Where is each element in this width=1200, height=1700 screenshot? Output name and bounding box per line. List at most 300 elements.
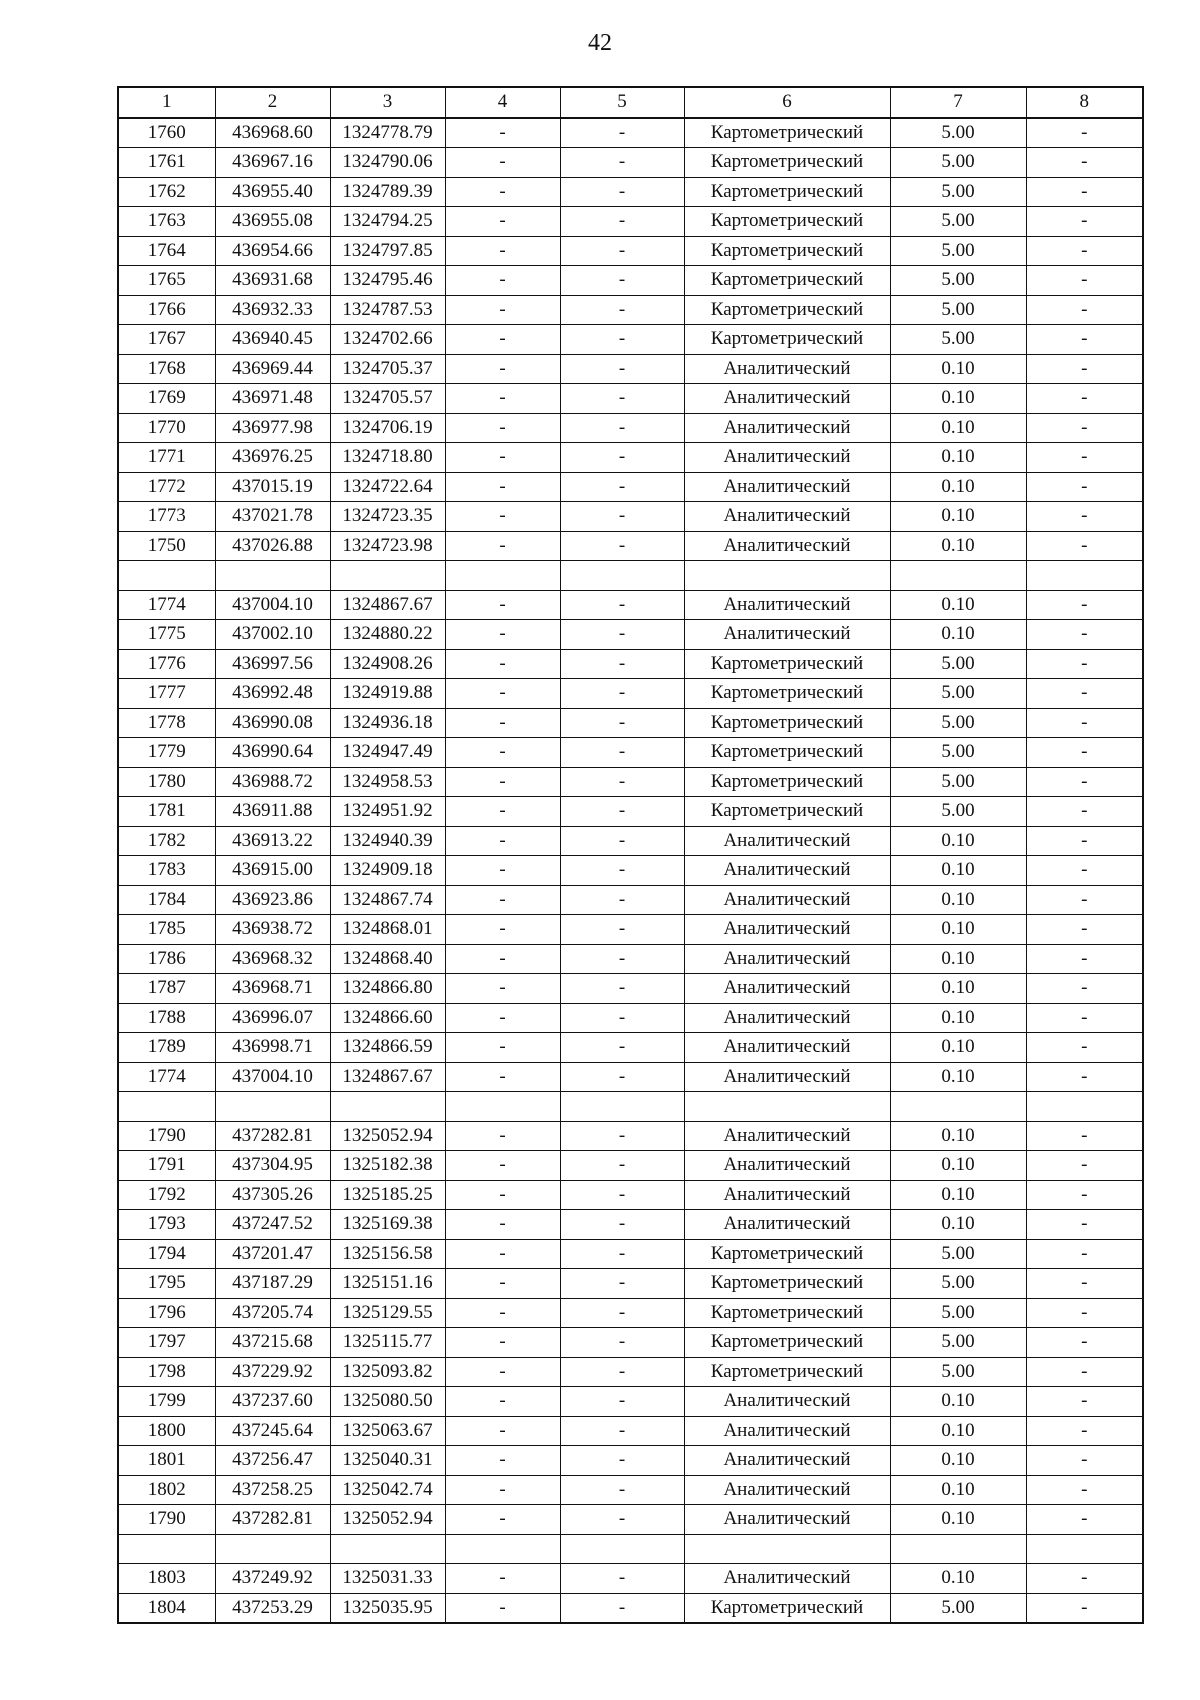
table-cell: -	[445, 236, 560, 266]
table-cell: 1776	[118, 649, 215, 679]
table-cell: 5.00	[890, 1328, 1026, 1358]
table-cell: 1790	[118, 1121, 215, 1151]
table-cell: 5.00	[890, 177, 1026, 207]
table-cell: 436938.72	[215, 915, 330, 945]
table-cell: -	[1026, 443, 1143, 473]
table-cell: 436968.60	[215, 118, 330, 148]
table-cell: 1793	[118, 1210, 215, 1240]
table-cell: 0.10	[890, 856, 1026, 886]
column-header-2: 2	[215, 87, 330, 118]
table-cell: -	[445, 354, 560, 384]
table-cell: 1768	[118, 354, 215, 384]
table-cell: 437304.95	[215, 1151, 330, 1181]
table-row	[118, 1062, 1143, 1092]
table-cell: 436967.16	[215, 148, 330, 178]
table-cell: -	[445, 944, 560, 974]
table-cell: -	[1026, 974, 1143, 1004]
table-cell: -	[1026, 1151, 1143, 1181]
table-cell: 1324867.67	[330, 1062, 445, 1092]
table-cell: -	[560, 1505, 684, 1535]
table-row	[118, 236, 1143, 266]
coordinates-table	[117, 86, 1144, 1624]
table-cell: -	[445, 1151, 560, 1181]
table-cell: 436990.08	[215, 708, 330, 738]
table-cell: -	[560, 708, 684, 738]
table-cell: 1325031.33	[330, 1564, 445, 1594]
table-cell: -	[560, 1062, 684, 1092]
table-cell: 436988.72	[215, 767, 330, 797]
table-cell: -	[1026, 620, 1143, 650]
table-cell: 1774	[118, 590, 215, 620]
table-cell: -	[560, 1121, 684, 1151]
table-cell: 1325042.74	[330, 1475, 445, 1505]
table-cell: -	[445, 1593, 560, 1623]
table-cell: 436913.22	[215, 826, 330, 856]
table-cell: 0.10	[890, 1475, 1026, 1505]
table-cell: Аналитический	[684, 1387, 890, 1417]
column-header-8: 8	[1026, 87, 1143, 118]
table-cell: -	[560, 177, 684, 207]
table-cell: -	[445, 295, 560, 325]
table-cell: 1784	[118, 885, 215, 915]
table-cell	[1026, 1092, 1143, 1122]
table-cell: 1785	[118, 915, 215, 945]
table-cell: 0.10	[890, 1151, 1026, 1181]
table-cell: 1324705.57	[330, 384, 445, 414]
table-cell: -	[560, 826, 684, 856]
table-cell: 1324866.60	[330, 1003, 445, 1033]
table-cell: Картометрический	[684, 118, 890, 148]
table-row	[118, 1298, 1143, 1328]
table-cell: 5.00	[890, 738, 1026, 768]
table-cell: 5.00	[890, 1593, 1026, 1623]
table-cell: -	[560, 384, 684, 414]
table-cell: Картометрический	[684, 207, 890, 237]
table-cell: 437249.92	[215, 1564, 330, 1594]
table-cell: Картометрический	[684, 295, 890, 325]
table-row	[118, 767, 1143, 797]
table-cell: 1760	[118, 118, 215, 148]
table-cell: 436997.56	[215, 649, 330, 679]
column-header-5: 5	[560, 87, 684, 118]
table-cell: 436955.08	[215, 207, 330, 237]
table-cell: 437201.47	[215, 1239, 330, 1269]
table-cell: -	[1026, 1269, 1143, 1299]
table-cell: -	[445, 502, 560, 532]
table-cell: -	[1026, 531, 1143, 561]
table-cell: Картометрический	[684, 649, 890, 679]
table-cell: 1783	[118, 856, 215, 886]
table-cell: -	[445, 1387, 560, 1417]
table-cell: Аналитический	[684, 413, 890, 443]
table-cell: -	[445, 974, 560, 1004]
table-cell: 1324919.88	[330, 679, 445, 709]
table-row	[118, 974, 1143, 1004]
table-cell	[1026, 561, 1143, 591]
table-cell	[215, 1092, 330, 1122]
table-cell: 1324723.98	[330, 531, 445, 561]
table-cell: 437002.10	[215, 620, 330, 650]
table-cell: -	[1026, 708, 1143, 738]
table-cell: 1774	[118, 1062, 215, 1092]
table-cell: -	[1026, 1210, 1143, 1240]
table-cell: Картометрический	[684, 1298, 890, 1328]
table-cell: 1324718.80	[330, 443, 445, 473]
table-header-row	[118, 87, 1143, 118]
table-cell: -	[445, 472, 560, 502]
table-cell: -	[560, 1298, 684, 1328]
table-cell: 1767	[118, 325, 215, 355]
table-body	[118, 118, 1143, 1624]
table-cell: -	[1026, 738, 1143, 768]
table-cell: -	[1026, 148, 1143, 178]
table-cell: 1769	[118, 384, 215, 414]
table-cell: Картометрический	[684, 1328, 890, 1358]
table-cell: -	[1026, 1180, 1143, 1210]
table-cell: 436968.32	[215, 944, 330, 974]
table-cell: Аналитический	[684, 590, 890, 620]
table-cell: Аналитический	[684, 1062, 890, 1092]
table-cell: Аналитический	[684, 1475, 890, 1505]
table-cell: -	[560, 649, 684, 679]
table-cell: -	[560, 1151, 684, 1181]
table-cell: 437004.10	[215, 590, 330, 620]
table-cell: -	[445, 207, 560, 237]
table-row	[118, 118, 1143, 148]
table-row	[118, 708, 1143, 738]
column-header-1: 1	[118, 87, 215, 118]
table-cell: -	[1026, 1357, 1143, 1387]
table-cell: -	[560, 1239, 684, 1269]
table-cell: -	[560, 148, 684, 178]
table-cell: -	[560, 472, 684, 502]
table-cell: 1788	[118, 1003, 215, 1033]
table-cell: 5.00	[890, 118, 1026, 148]
table-cell: 1803	[118, 1564, 215, 1594]
table-cell: -	[445, 266, 560, 296]
table-cell: Аналитический	[684, 1564, 890, 1594]
table-cell: 0.10	[890, 443, 1026, 473]
table-cell: -	[560, 797, 684, 827]
table-cell: -	[445, 443, 560, 473]
table-cell: -	[560, 767, 684, 797]
table-cell: 1325080.50	[330, 1387, 445, 1417]
table-cell: 0.10	[890, 531, 1026, 561]
table-cell: -	[445, 1298, 560, 1328]
table-cell: 1325040.31	[330, 1446, 445, 1476]
table-cell: Аналитический	[684, 354, 890, 384]
table-cell: -	[445, 738, 560, 768]
table-row	[118, 502, 1143, 532]
table-cell: 437256.47	[215, 1446, 330, 1476]
table-cell: 436931.68	[215, 266, 330, 296]
table-cell: 5.00	[890, 207, 1026, 237]
table-cell: Аналитический	[684, 915, 890, 945]
table-cell: -	[1026, 1387, 1143, 1417]
table-cell: 1789	[118, 1033, 215, 1063]
table-cell	[684, 561, 890, 591]
table-row	[118, 1269, 1143, 1299]
table-cell: -	[560, 1357, 684, 1387]
table-cell: -	[445, 856, 560, 886]
table-cell: Аналитический	[684, 885, 890, 915]
table-cell: 0.10	[890, 384, 1026, 414]
table-row	[118, 738, 1143, 768]
table-cell: Картометрический	[684, 177, 890, 207]
table-cell: -	[560, 1033, 684, 1063]
table-row	[118, 1416, 1143, 1446]
table-cell: -	[1026, 885, 1143, 915]
table-cell: 437282.81	[215, 1505, 330, 1535]
table-cell: 0.10	[890, 915, 1026, 945]
table-cell: Аналитический	[684, 384, 890, 414]
table-cell: Картометрический	[684, 767, 890, 797]
table-cell: -	[1026, 679, 1143, 709]
table-cell: 1765	[118, 266, 215, 296]
table-cell: -	[1026, 1593, 1143, 1623]
table-cell: -	[445, 531, 560, 561]
table-cell: 1777	[118, 679, 215, 709]
table-row	[118, 1446, 1143, 1476]
table-cell: 1804	[118, 1593, 215, 1623]
table-row	[118, 679, 1143, 709]
table-cell: -	[445, 826, 560, 856]
table-cell: 1766	[118, 295, 215, 325]
table-cell: Картометрический	[684, 679, 890, 709]
table-cell: -	[560, 118, 684, 148]
table-cell: -	[1026, 1298, 1143, 1328]
table-cell: -	[445, 1239, 560, 1269]
table-cell: Картометрический	[684, 1593, 890, 1623]
table-cell: -	[1026, 1121, 1143, 1151]
table-cell: 1782	[118, 826, 215, 856]
table-row	[118, 325, 1143, 355]
table-cell: -	[560, 295, 684, 325]
table-cell: -	[445, 885, 560, 915]
table-cell	[890, 1092, 1026, 1122]
table-cell: 5.00	[890, 266, 1026, 296]
table-cell: -	[445, 177, 560, 207]
table-cell: -	[445, 1269, 560, 1299]
table-cell: 1324951.92	[330, 797, 445, 827]
table-cell: 1324866.80	[330, 974, 445, 1004]
table-cell: 436977.98	[215, 413, 330, 443]
table-cell: 1324909.18	[330, 856, 445, 886]
table-cell: 5.00	[890, 797, 1026, 827]
table-cell: 436932.33	[215, 295, 330, 325]
table-cell: 437229.92	[215, 1357, 330, 1387]
table-cell: 1796	[118, 1298, 215, 1328]
table-cell	[330, 1092, 445, 1122]
table-cell: -	[560, 531, 684, 561]
table-cell: 436911.88	[215, 797, 330, 827]
table-cell	[1026, 1534, 1143, 1564]
table-cell: -	[445, 679, 560, 709]
table-cell: -	[445, 1121, 560, 1151]
table-cell: 1325115.77	[330, 1328, 445, 1358]
table-cell: 1799	[118, 1387, 215, 1417]
table-cell: Аналитический	[684, 1210, 890, 1240]
table-cell: -	[445, 1180, 560, 1210]
table-cell: Картометрический	[684, 236, 890, 266]
table-cell: 1761	[118, 148, 215, 178]
table-cell: 0.10	[890, 1564, 1026, 1594]
table-cell: 437021.78	[215, 502, 330, 532]
column-header-4: 4	[445, 87, 560, 118]
table-cell: -	[560, 443, 684, 473]
table-cell: -	[560, 1475, 684, 1505]
table-cell: -	[445, 384, 560, 414]
table-cell: 0.10	[890, 590, 1026, 620]
table-cell: -	[445, 915, 560, 945]
table-cell: -	[1026, 1239, 1143, 1269]
table-cell: -	[560, 1003, 684, 1033]
table-cell: 5.00	[890, 1239, 1026, 1269]
table-cell: 436969.44	[215, 354, 330, 384]
table-cell	[684, 1092, 890, 1122]
table-cell: Аналитический	[684, 502, 890, 532]
table-cell: Аналитический	[684, 1003, 890, 1033]
table-cell: -	[1026, 1003, 1143, 1033]
table-cell: 1773	[118, 502, 215, 532]
table-cell: 1324723.35	[330, 502, 445, 532]
table-cell: 0.10	[890, 354, 1026, 384]
table-row	[118, 1239, 1143, 1269]
table-cell: 1801	[118, 1446, 215, 1476]
table-cell: -	[1026, 354, 1143, 384]
table-cell	[445, 1534, 560, 1564]
table-cell: 0.10	[890, 1446, 1026, 1476]
table-cell: -	[560, 1416, 684, 1446]
table-cell: -	[1026, 413, 1143, 443]
table-cell: 0.10	[890, 472, 1026, 502]
table-cell: 436976.25	[215, 443, 330, 473]
table-cell: 5.00	[890, 295, 1026, 325]
table-cell: -	[1026, 1062, 1143, 1092]
table-cell: Аналитический	[684, 620, 890, 650]
table-cell: 0.10	[890, 1180, 1026, 1210]
table-cell: 1771	[118, 443, 215, 473]
table-row	[118, 266, 1143, 296]
table-cell: 1791	[118, 1151, 215, 1181]
table-cell: 436990.64	[215, 738, 330, 768]
table-cell: -	[1026, 1416, 1143, 1446]
table-cell: 5.00	[890, 325, 1026, 355]
table-row	[118, 531, 1143, 561]
table-cell: 1324866.59	[330, 1033, 445, 1063]
table-cell: 437282.81	[215, 1121, 330, 1151]
table-cell: -	[445, 1475, 560, 1505]
table-cell: -	[560, 738, 684, 768]
table-cell: Аналитический	[684, 1033, 890, 1063]
table-cell: 436923.86	[215, 885, 330, 915]
table-row	[118, 443, 1143, 473]
table-cell: -	[560, 1180, 684, 1210]
table-cell: 5.00	[890, 1357, 1026, 1387]
table-row	[118, 1387, 1143, 1417]
table-cell: -	[1026, 207, 1143, 237]
table-cell: -	[560, 354, 684, 384]
table-cell: 1324722.64	[330, 472, 445, 502]
table-row	[118, 1328, 1143, 1358]
table-cell: -	[560, 1269, 684, 1299]
table-cell: 1790	[118, 1505, 215, 1535]
table-cell	[330, 1534, 445, 1564]
table-row	[118, 207, 1143, 237]
table-cell: 436998.71	[215, 1033, 330, 1063]
table-cell: -	[1026, 384, 1143, 414]
table-cell: 1794	[118, 1239, 215, 1269]
table-cell: Аналитический	[684, 443, 890, 473]
table-cell: 1325052.94	[330, 1505, 445, 1535]
table-cell: -	[445, 1357, 560, 1387]
table-cell: -	[560, 590, 684, 620]
table-row	[118, 1475, 1143, 1505]
table-cell: 1324867.74	[330, 885, 445, 915]
table-cell: 437215.68	[215, 1328, 330, 1358]
table-cell: 1797	[118, 1328, 215, 1358]
table-cell: 1762	[118, 177, 215, 207]
table-row	[118, 413, 1143, 443]
table-row	[118, 1505, 1143, 1535]
table-cell: 1798	[118, 1357, 215, 1387]
table-cell: 1324868.01	[330, 915, 445, 945]
table-cell: 5.00	[890, 649, 1026, 679]
table-cell: 0.10	[890, 620, 1026, 650]
table-cell: -	[445, 590, 560, 620]
table-row	[118, 148, 1143, 178]
table-cell: -	[445, 325, 560, 355]
table-cell	[445, 561, 560, 591]
table-cell: 436992.48	[215, 679, 330, 709]
column-header-7: 7	[890, 87, 1026, 118]
table-cell: 0.10	[890, 413, 1026, 443]
table-cell: -	[445, 1033, 560, 1063]
table-cell: 1325093.82	[330, 1357, 445, 1387]
table-cell: 1325151.16	[330, 1269, 445, 1299]
table-cell: -	[560, 944, 684, 974]
page-number: 42	[588, 30, 612, 56]
table-cell: 1763	[118, 207, 215, 237]
table-cell	[890, 561, 1026, 591]
table-cell: 437305.26	[215, 1180, 330, 1210]
table-cell: 0.10	[890, 502, 1026, 532]
table-cell: Аналитический	[684, 1180, 890, 1210]
table-cell	[330, 561, 445, 591]
table-cell: -	[560, 1387, 684, 1417]
table-row	[118, 472, 1143, 502]
table-cell: Аналитический	[684, 856, 890, 886]
table-cell: -	[1026, 502, 1143, 532]
table-cell: -	[1026, 767, 1143, 797]
table-cell: Картометрический	[684, 325, 890, 355]
table-cell: 0.10	[890, 1210, 1026, 1240]
table-row	[118, 1003, 1143, 1033]
table-cell: 5.00	[890, 767, 1026, 797]
table-cell	[560, 1534, 684, 1564]
table-cell: 1787	[118, 974, 215, 1004]
table-cell: 1795	[118, 1269, 215, 1299]
table-cell: -	[1026, 826, 1143, 856]
table-cell: 437004.10	[215, 1062, 330, 1092]
table-cell: -	[560, 1446, 684, 1476]
table-cell: 1779	[118, 738, 215, 768]
table-cell: 0.10	[890, 1062, 1026, 1092]
table-cell: 0.10	[890, 1416, 1026, 1446]
table-cell: Аналитический	[684, 1151, 890, 1181]
table-cell: 1324794.25	[330, 207, 445, 237]
table-cell: 1325052.94	[330, 1121, 445, 1151]
